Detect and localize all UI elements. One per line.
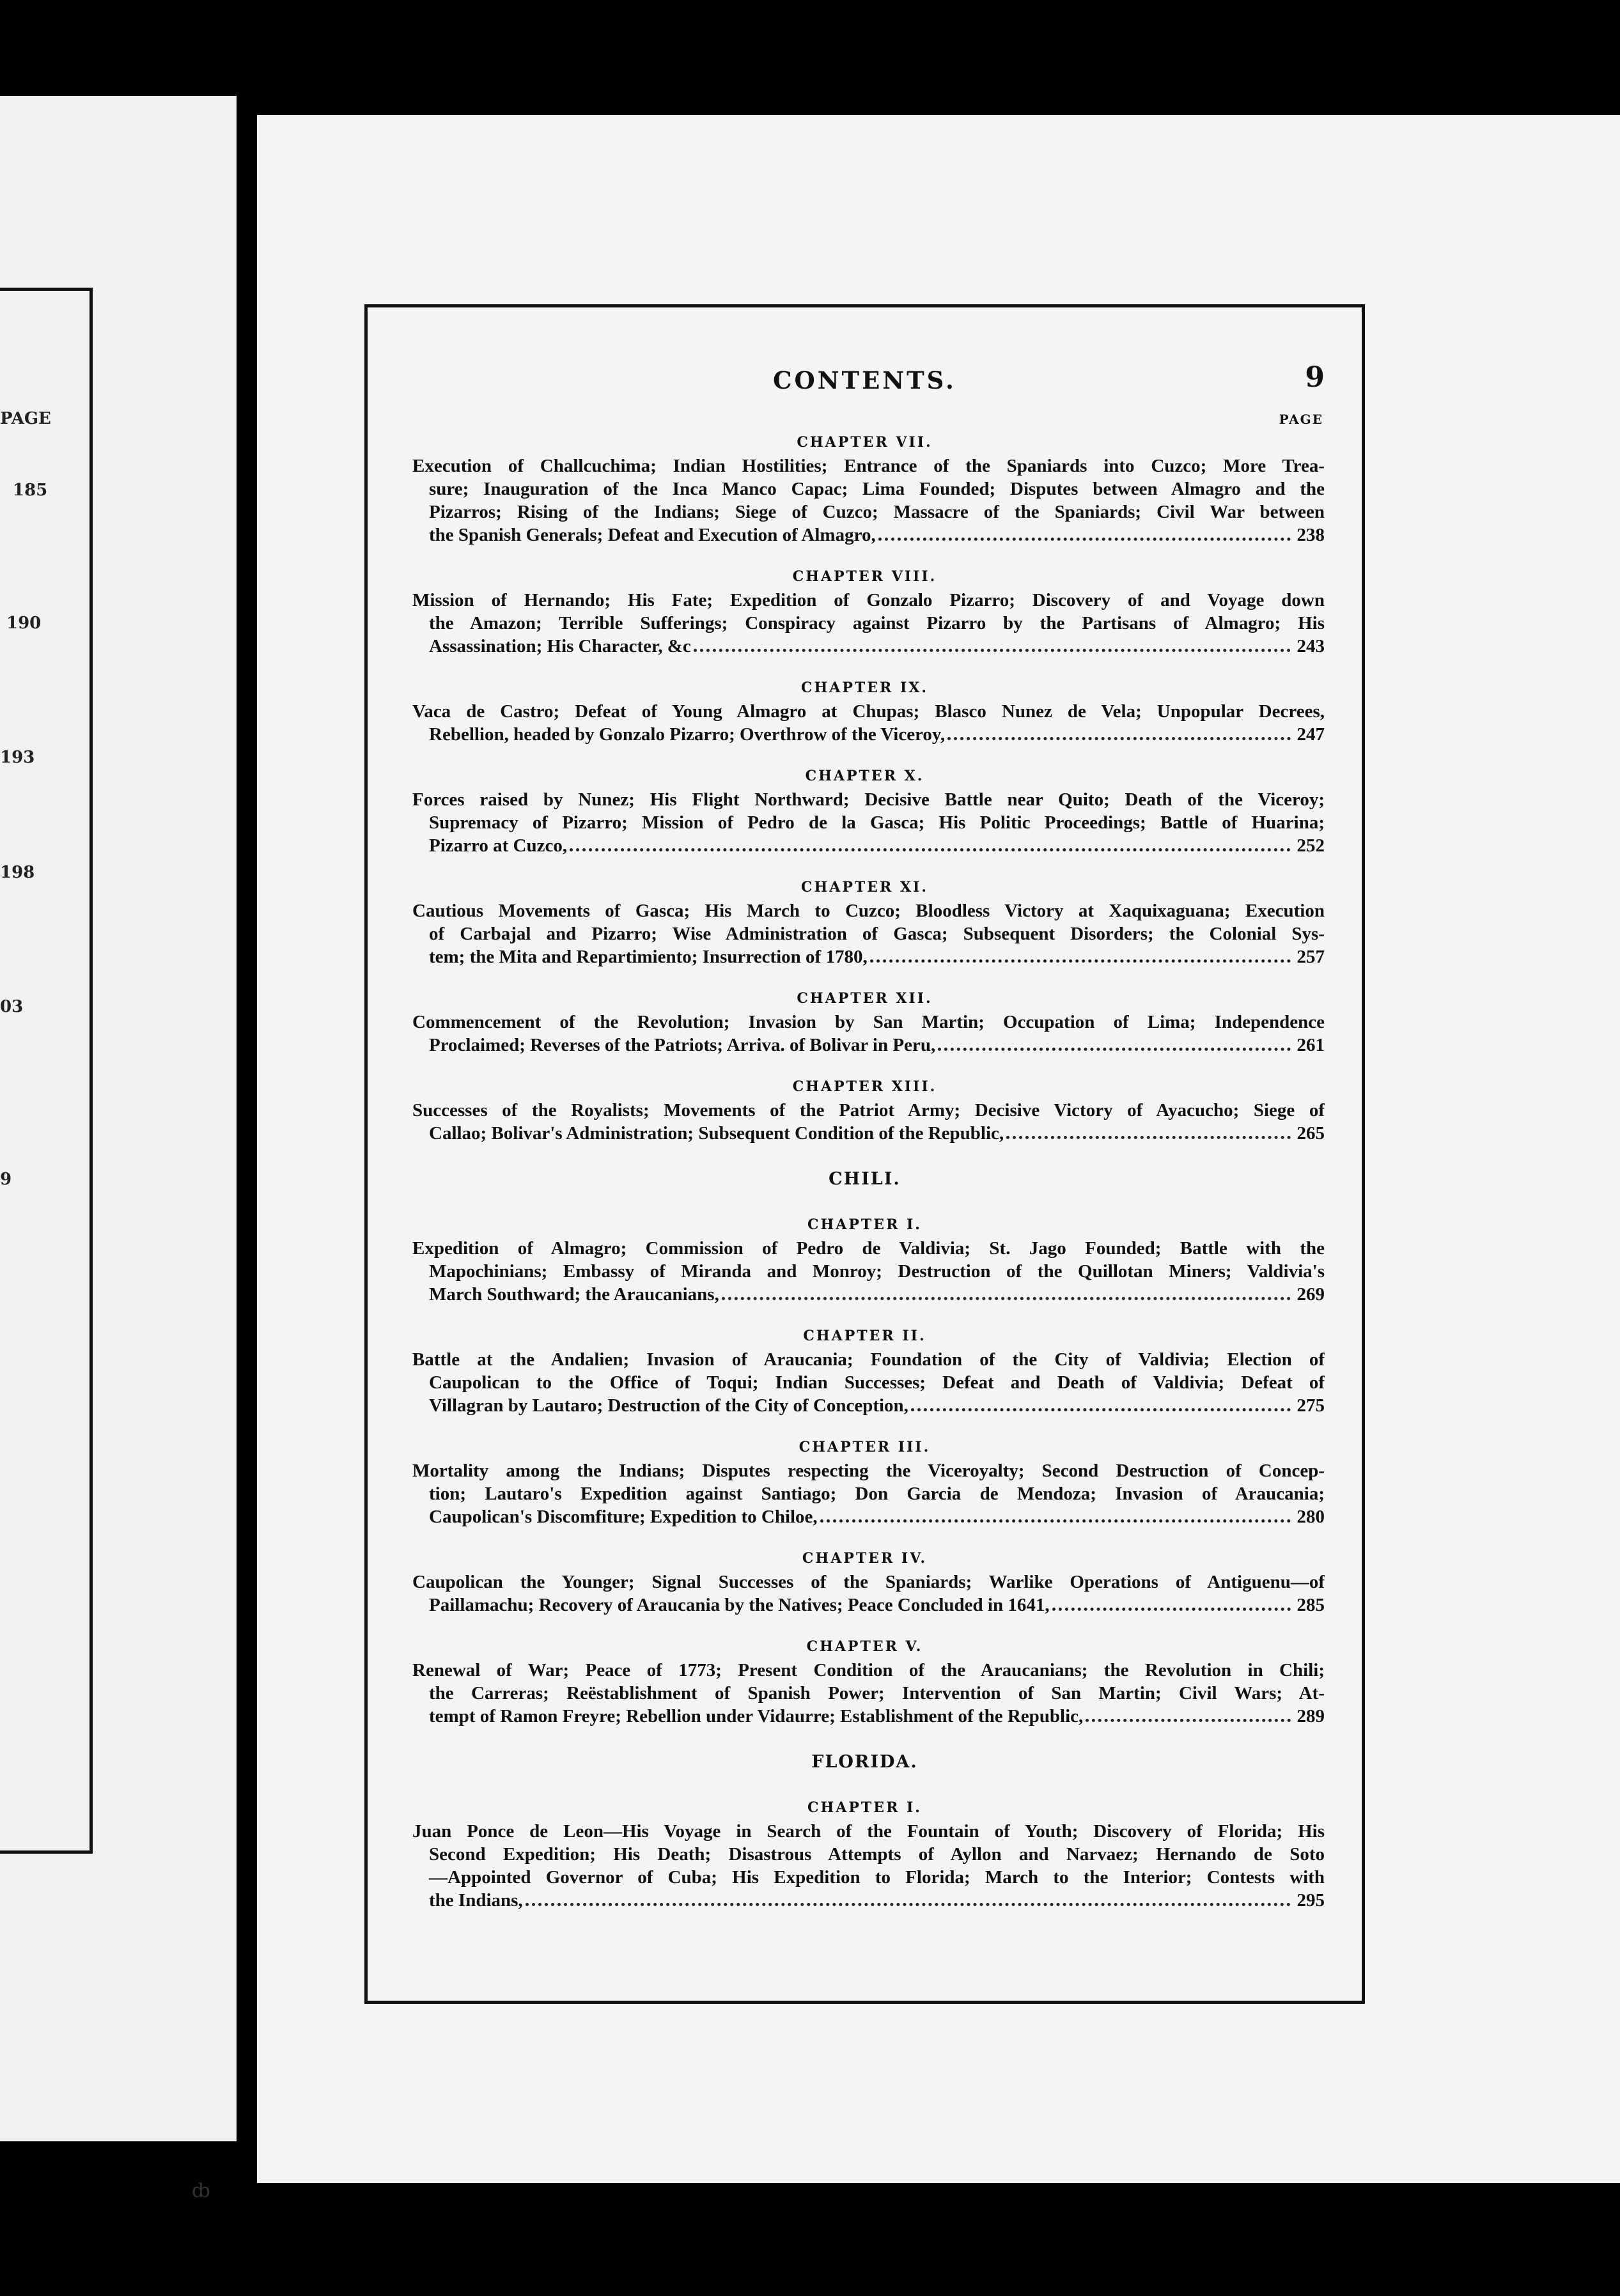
- chapter-heading: CHAPTER II.: [803, 1328, 926, 1344]
- entry-last-line: [412, 524, 1325, 547]
- entry-last-line: [412, 1594, 1325, 1617]
- entry-text-line: Pizarros; Rising of the Indians; Siege of Cuzco; Massacre of the Spaniards; Civil War between: [429, 502, 1325, 522]
- chapter-heading: CHAPTER I.: [807, 1799, 922, 1816]
- dot-leader: [1006, 1128, 1290, 1139]
- entry-text-line: Execution of Challcuchima; Indian Hostilities; Entrance of the Spaniards into Cuzco; More Trea-: [412, 456, 1325, 476]
- previous-page-frame: [0, 288, 93, 1854]
- entry-text-line: the Indians,: [429, 1890, 523, 1911]
- entry-text-line: Caupolican to the Office of Toqui; Indian Successes; Defeat and Death of Valdivia; Defeat of: [429, 1372, 1325, 1393]
- entry-text-line: tion; Lautaro's Expedition against Santiago; Don Garcia de Mendoza; Invasion of Araucania;: [429, 1484, 1325, 1504]
- entry-text-line: Successes of the Royalists; Movements of the Patriot Army; Decisive Victory of Ayacucho; Siege of: [412, 1100, 1325, 1121]
- entry-text-line: Commencement of the Revolution; Invasion by San Martin; Occupation of Lima; Independence: [412, 1012, 1325, 1032]
- entry-page-number: 285: [1297, 1595, 1325, 1615]
- entry-page-number: 247: [1297, 724, 1325, 745]
- contents-entry: [412, 899, 1325, 968]
- entry-page-number: 252: [1297, 835, 1325, 856]
- entry-last-line: [412, 1705, 1325, 1728]
- entry-page-number: 289: [1297, 1706, 1325, 1726]
- entry-text-line: Pizarro at Cuzco,: [429, 835, 568, 856]
- contents-entry: [412, 1348, 1325, 1417]
- entry-text-line: of Carbajal and Pizarro; Wise Administration of Gasca; Subsequent Disorders; the Colonial Sys-: [429, 924, 1325, 944]
- entry-page-number: 261: [1297, 1035, 1325, 1055]
- entry-page-number: 257: [1297, 947, 1325, 967]
- previous-page-fragment: 03: [0, 997, 24, 1016]
- entry-text-line: Mission of Hernando; His Fate; Expedition of Gonzalo Pizarro; Discovery of and Voyage down: [412, 590, 1325, 610]
- chapter-heading: CHAPTER XI.: [800, 879, 928, 896]
- entry-text-line: Callao; Bolivar's Administration; Subsequent Condition of the Republic,: [429, 1123, 1004, 1144]
- entry-text-line: Vaca de Castro; Defeat of Young Almagro at Chupas; Blasco Nunez de Vela; Unpopular Decrees,: [412, 701, 1325, 722]
- entry-text-line: Caupolican's Discomfiture; Expedition to Chiloe,: [429, 1507, 818, 1527]
- entry-text-line: Mapochinians; Embassy of Miranda and Monroy; Destruction of the Quillotan Miners; Valdivia's: [429, 1261, 1325, 1282]
- entry-text-line: —Appointed Governor of Cuba; His Expedition to Florida; March to the Interior; Contests with: [429, 1867, 1325, 1888]
- contents-entry: [412, 1659, 1325, 1728]
- chapter-heading: CHAPTER IV.: [802, 1550, 928, 1567]
- entry-text-line: Villagran by Lautaro; Destruction of the City of Conception,: [429, 1395, 908, 1416]
- dot-leader: [694, 641, 1291, 652]
- dot-leader: [820, 1512, 1291, 1523]
- dot-leader: [1052, 1600, 1291, 1611]
- contents-entry: [412, 589, 1325, 658]
- entry-last-line: [412, 945, 1325, 968]
- dot-leader: [947, 729, 1290, 740]
- contents-entry: [412, 1571, 1325, 1617]
- entry-text-line: tempt of Ramon Freyre; Rebellion under Vidaurre; Establishment of the Republic,: [429, 1706, 1084, 1726]
- entry-text-line: Proclaimed; Reverses of the Patriots; Arriva. of Bolivar in Peru,: [429, 1035, 936, 1055]
- entry-last-line: [412, 1394, 1325, 1417]
- margin-mark: ȸ: [192, 2180, 210, 2202]
- entry-last-line: [412, 1889, 1325, 1912]
- entry-text-line: Supremacy of Pizarro; Mission of Pedro de la Gasca; His Politic Proceedings; Battle of Huarina;: [429, 812, 1325, 833]
- entry-text-line: Paillamachu; Recovery of Araucania by the Natives; Peace Concluded in 1641,: [429, 1595, 1050, 1615]
- entry-page-number: 295: [1297, 1890, 1325, 1911]
- entry-text-line: Juan Ponce de Leon—His Voyage in Search of the Fountain of Youth; Discovery of Florida; His: [412, 1821, 1325, 1842]
- entry-page-number: 238: [1297, 525, 1325, 545]
- chapter-heading: CHAPTER III.: [798, 1439, 931, 1455]
- chapter-heading: CHAPTER I.: [807, 1216, 922, 1233]
- chapter-heading: CHAPTER X.: [805, 768, 924, 784]
- contents-frame: [364, 304, 1365, 2004]
- entry-last-line: [412, 834, 1325, 857]
- chapter-heading: CHAPTER V.: [806, 1638, 923, 1655]
- entry-last-line: [412, 1034, 1325, 1057]
- contents-entry: [412, 700, 1325, 746]
- contents-entry: [412, 1820, 1325, 1912]
- chapter-heading: CHAPTER IX.: [800, 679, 928, 696]
- entry-last-line: [412, 635, 1325, 658]
- entry-page-number: 243: [1297, 636, 1325, 656]
- entry-text-line: Mortality among the Indians; Disputes respecting the Viceroyalty; Second Destruction of Concep-: [412, 1461, 1325, 1481]
- entry-text-line: Caupolican the Younger; Signal Successes of the Spaniards; Warlike Operations of Antiguenu—of: [412, 1572, 1325, 1592]
- contents-entry: [412, 1459, 1325, 1528]
- entry-text-line: sure; Inauguration of the Inca Manco Capac; Lima Founded; Disputes between Almagro and the: [429, 479, 1325, 499]
- entry-text-line: Expedition of Almagro; Commission of Pedro de Valdivia; St. Jago Founded; Battle with the: [412, 1238, 1325, 1259]
- page-column-label: PAGE: [1279, 412, 1323, 427]
- contents-entry: [412, 454, 1325, 547]
- entry-text-line: the Amazon; Terrible Sufferings; Conspiracy against Pizarro by the Partisans of Almagro; His: [429, 613, 1325, 633]
- entry-page-number: 280: [1297, 1507, 1325, 1527]
- entry-text-line: the Carreras; Reëstablishment of Spanish Power; Intervention of San Martin; Civil Wars; At-: [429, 1683, 1325, 1703]
- contents-list: [368, 307, 1362, 2001]
- dot-leader: [526, 1895, 1291, 1906]
- entry-text-line: Renewal of War; Peace of 1773; Present Condition of the Araucanians; the Revolution in Chili;: [412, 1660, 1325, 1680]
- dot-leader: [870, 952, 1291, 963]
- entry-last-line: [412, 1505, 1325, 1528]
- previous-page: [0, 96, 237, 2141]
- contents-entry: [412, 1099, 1325, 1145]
- contents-entry: [412, 1237, 1325, 1306]
- chapter-heading: CHAPTER VIII.: [792, 568, 937, 585]
- chapter-heading: CHAPTER XIII.: [792, 1078, 937, 1095]
- entry-text-line: tem; the Mita and Repartimiento; Insurrection of 1780,: [429, 947, 868, 967]
- dot-leader: [1086, 1711, 1290, 1722]
- chapter-heading: CHAPTER VII.: [797, 434, 933, 451]
- page-number: 9: [1305, 361, 1325, 394]
- entry-text-line: the Spanish Generals; Defeat and Execution of Almagro,: [429, 525, 876, 545]
- entry-last-line: [412, 723, 1325, 746]
- previous-page-fragment: 9: [0, 1170, 12, 1189]
- previous-page-fragment: 190: [6, 614, 42, 633]
- page-title: CONTENTS.: [773, 366, 956, 394]
- contents-page: [257, 115, 1620, 2183]
- dot-leader: [722, 1289, 1291, 1300]
- previous-page-fragment: 193: [0, 748, 35, 767]
- section-heading: CHILI.: [829, 1169, 901, 1189]
- contents-entry: [412, 1011, 1325, 1057]
- previous-page-fragment: PAGE: [0, 409, 51, 428]
- entry-text-line: Cautious Movements of Gasca; His March to Cuzco; Bloodless Victory at Xaquixaguana; Execution: [412, 901, 1325, 921]
- entry-text-line: March Southward; the Araucanians,: [429, 1284, 719, 1305]
- entry-last-line: [412, 1283, 1325, 1306]
- previous-page-fragment: 198: [0, 863, 35, 882]
- entry-text-line: Forces raised by Nunez; His Flight Northward; Decisive Battle near Quito; Death of the Viceroy;: [412, 789, 1325, 810]
- contents-entry: [412, 788, 1325, 857]
- entry-page-number: 275: [1297, 1395, 1325, 1416]
- chapter-heading: CHAPTER XII.: [797, 990, 933, 1007]
- entry-page-number: 269: [1297, 1284, 1325, 1305]
- entry-text-line: Second Expedition; His Death; Disastrous Attempts of Ayllon and Narvaez; Hernando de Soto: [429, 1844, 1325, 1865]
- entry-text-line: Battle at the Andalien; Invasion of Araucania; Foundation of the City of Valdivia; Election of: [412, 1349, 1325, 1370]
- entry-text-line: Rebellion, headed by Gonzalo Pizarro; Overthrow of the Viceroy,: [429, 724, 946, 745]
- dot-leader: [570, 841, 1290, 851]
- dot-leader: [938, 1040, 1290, 1051]
- dot-leader: [911, 1400, 1291, 1411]
- dot-leader: [878, 530, 1291, 541]
- entry-text-line: Assassination; His Character, &c: [429, 636, 691, 656]
- entry-page-number: 265: [1297, 1123, 1325, 1144]
- section-heading: FLORIDA.: [811, 1752, 918, 1772]
- entry-last-line: [412, 1122, 1325, 1145]
- previous-page-fragment: 185: [13, 481, 48, 500]
